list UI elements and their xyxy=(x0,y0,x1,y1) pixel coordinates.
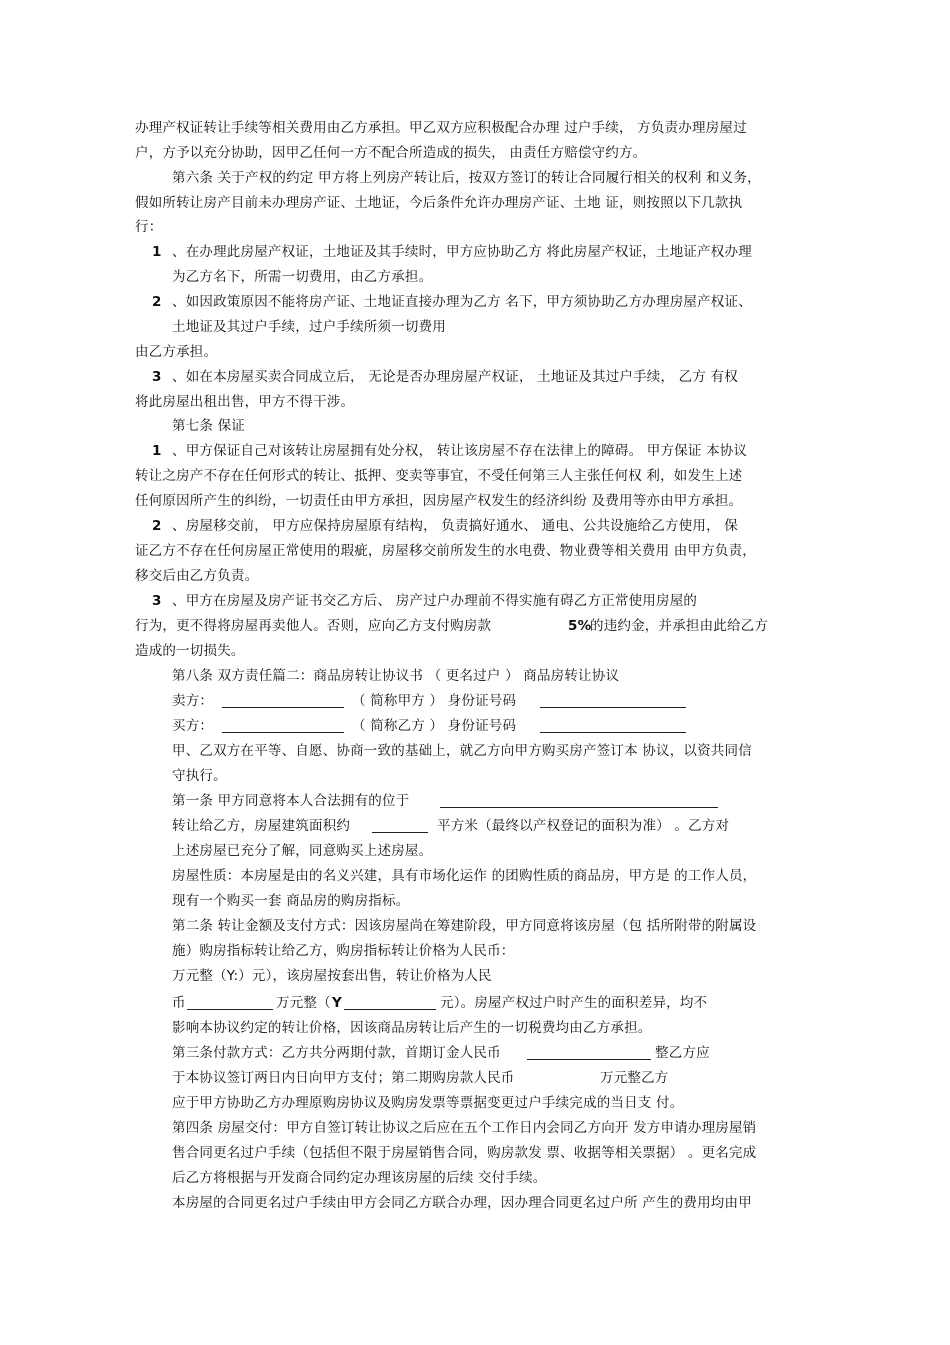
text-line: 于本协议签订两日内日向甲方支付；第二期购房款人民币 xyxy=(172,1070,515,1086)
text-line: 移交后由乙方负责。 xyxy=(135,568,259,584)
text-line: 任何原因所产生的纠纷，一切责任由甲方承担，因房屋产权发生的经济纠纷 及费用等亦由甲方承担。 xyxy=(135,493,743,509)
text-line: （ 简称甲方 ） 身份证号码 xyxy=(352,693,517,709)
text-line: 行为，更不得将房屋再卖他人。否则，应向乙方支付购房款 xyxy=(135,618,492,634)
text-line: 第二条 转让金额及支付方式：因该房屋尚在筹建阶段，甲方同意将该房屋（包 括所附带的附属设 xyxy=(172,918,757,934)
yen-symbol: Y xyxy=(332,995,342,1011)
deposit-blank xyxy=(527,1045,651,1060)
text-line: 第三条付款方式：乙方共分两期付款，首期订金人民币 xyxy=(172,1045,501,1061)
buyer-name-blank xyxy=(222,718,344,733)
seller-name-blank xyxy=(222,693,344,708)
text-line: 现有一个购买一套 商品房的购房指标。 xyxy=(172,893,410,909)
text-line: 转让给乙方，房屋建筑面积约 xyxy=(172,818,351,834)
buyer-label: 买方： xyxy=(172,718,214,734)
text-line: 第四条 房屋交付：甲方自签订转让协议之后应在五个工作日内会同乙方向开 发方申请办理房屋销 xyxy=(172,1120,757,1136)
seller-id-blank xyxy=(540,693,686,708)
text-line: 施）购房指标转让给乙方，购房指标转让价格为人民币： xyxy=(172,943,515,959)
list-number: 2 xyxy=(152,518,162,534)
text-line: 、如在本房屋买卖合同成立后， 无论是否办理房屋产权证， 土地证及其过户手续， 乙方 有权 xyxy=(172,369,738,385)
text-line: 行： xyxy=(135,219,163,235)
text-line: 转让之房产不存在任何形式的转让、抵押、变卖等事宜，不受任何第三人主张任何权 利，如发生上述 xyxy=(135,468,743,484)
text-line: 甲、乙双方在平等、自愿、协商一致的基础上，就乙方向甲方购买房产签订本 协议，以资共同信 xyxy=(172,743,752,759)
text-line: 将此房屋出租出售，甲方不得干涉。 xyxy=(135,394,355,410)
text-line: 上述房屋已充分了解，同意购买上述房屋。 xyxy=(172,843,433,859)
text-line: 平方米（最终以产权登记的面积为准） 。乙方对 xyxy=(437,818,730,834)
text-line: 守执行。 xyxy=(172,768,227,784)
area-blank xyxy=(372,818,428,833)
text-line: 应于甲方协助乙方办理原购房协议及购房发票等票据变更过户手续完成的当日支 付。 xyxy=(172,1095,684,1111)
text-line: 土地证及其过户手续，过户手续所须一切费用 xyxy=(172,319,446,335)
text-line: 影响本协议约定的转让价格，因该商品房转让后产生的一切税费均由乙方承担。 xyxy=(172,1020,652,1036)
seller-label: 卖方： xyxy=(172,693,214,709)
text-line: 、在办理此房屋产权证，土地证及其手续时，甲方应协助乙方 将此房屋产权证，土地证产权办理 xyxy=(172,244,752,260)
text-line: 、房屋移交前， 甲方应保持房屋原有结构， 负责搞好通水、 通电、公共设施给乙方使用， 保 xyxy=(172,518,738,534)
text-line: 万元整（ xyxy=(276,995,331,1011)
text-line: 、甲方保证自己对该转让房屋拥有处分权， 转让该房屋不存在法律上的障碍。 甲方保证 本协议 xyxy=(172,443,748,459)
text-line: 整乙方应 xyxy=(655,1045,710,1061)
text-line: 户，方予以充分协助，因甲乙任何一方不配合所造成的损失， 由责任方赔偿守约方。 xyxy=(135,145,647,161)
text-line: 万元整乙方 xyxy=(600,1070,669,1086)
price-blank xyxy=(187,995,273,1010)
text-line: 本房屋的合同更名过户手续由甲方会同乙方联合办理，因办理合同更名过户所 产生的费用均由甲 xyxy=(172,1195,752,1211)
text-line: 房屋性质：本房屋是由的名义兴建，具有市场化运作 的团购性质的商品房，甲方是 的工作人员， xyxy=(172,868,757,884)
list-number: 3 xyxy=(152,369,162,385)
text-line: 币 xyxy=(172,995,186,1011)
text-line: 、如因政策原因不能将房产证、土地证直接办理为乙方 名下，甲方须协助乙方办理房屋产权证、 xyxy=(172,294,752,310)
list-number: 3 xyxy=(152,593,162,609)
text-line: 为乙方名下，所需一切费用，由乙方承担。 xyxy=(172,269,433,285)
text-line: 、甲方在房屋及房产证书交乙方后、 房产过户办理前不得实施有碍乙方正常使用房屋的 xyxy=(172,593,698,609)
section-heading: 第七条 保证 xyxy=(172,418,245,434)
list-number: 1 xyxy=(152,443,162,459)
text-line: 售合同更名过户手续（包括但不限于房屋销售合同，购房款发 票、收据等相关票据） 。更名完成 xyxy=(172,1145,757,1161)
text-line: 办理产权证转让手续等相关费用由乙方承担。甲乙双方应积极配合办理 过户手续， 方负责办理房屋过 xyxy=(135,120,747,136)
penalty-percent: 5% xyxy=(568,618,592,634)
location-blank xyxy=(440,793,718,808)
text-line: 假如所转让房产目前未办理房产证、土地证，今后条件允许办理房产证、土地 证，则按照以下几款执 xyxy=(135,195,743,211)
section-heading: 第八条 双方责任篇二：商品房转让协议书 （ 更名过户 ） 商品房转让协议 xyxy=(172,668,620,684)
text-line: 由乙方承担。 xyxy=(135,344,218,360)
text-line: 后乙方将根据与开发商合同约定办理该房屋的后续 交付手续。 xyxy=(172,1170,547,1186)
text-line: 的违约金，并承担由此给乙方 xyxy=(590,618,769,634)
text-line: 元）。房屋产权过户时产生的面积差异，均不 xyxy=(440,995,708,1011)
text-line: 证乙方不存在任何房屋正常使用的瑕疵，房屋移交前所发生的水电费、物业费等相关费用 由甲方负责， xyxy=(135,543,756,559)
text-line: 第一条 甲方同意将本人合法拥有的位于 xyxy=(172,793,410,809)
list-number: 2 xyxy=(152,294,162,310)
text-line: 第六条 关于产权的约定 甲方将上列房产转让后，按双方签订的转让合同履行相关的权利 和义务， xyxy=(172,170,761,186)
text-line: 万元整（Y:）元），该房屋按套出售，转让价格为人民 xyxy=(172,968,492,984)
buyer-id-blank xyxy=(540,718,686,733)
text-line: 造成的一切损失。 xyxy=(135,643,245,659)
text-line: （ 简称乙方 ） 身份证号码 xyxy=(352,718,517,734)
price-yuan-blank xyxy=(344,995,436,1010)
list-number: 1 xyxy=(152,244,162,260)
